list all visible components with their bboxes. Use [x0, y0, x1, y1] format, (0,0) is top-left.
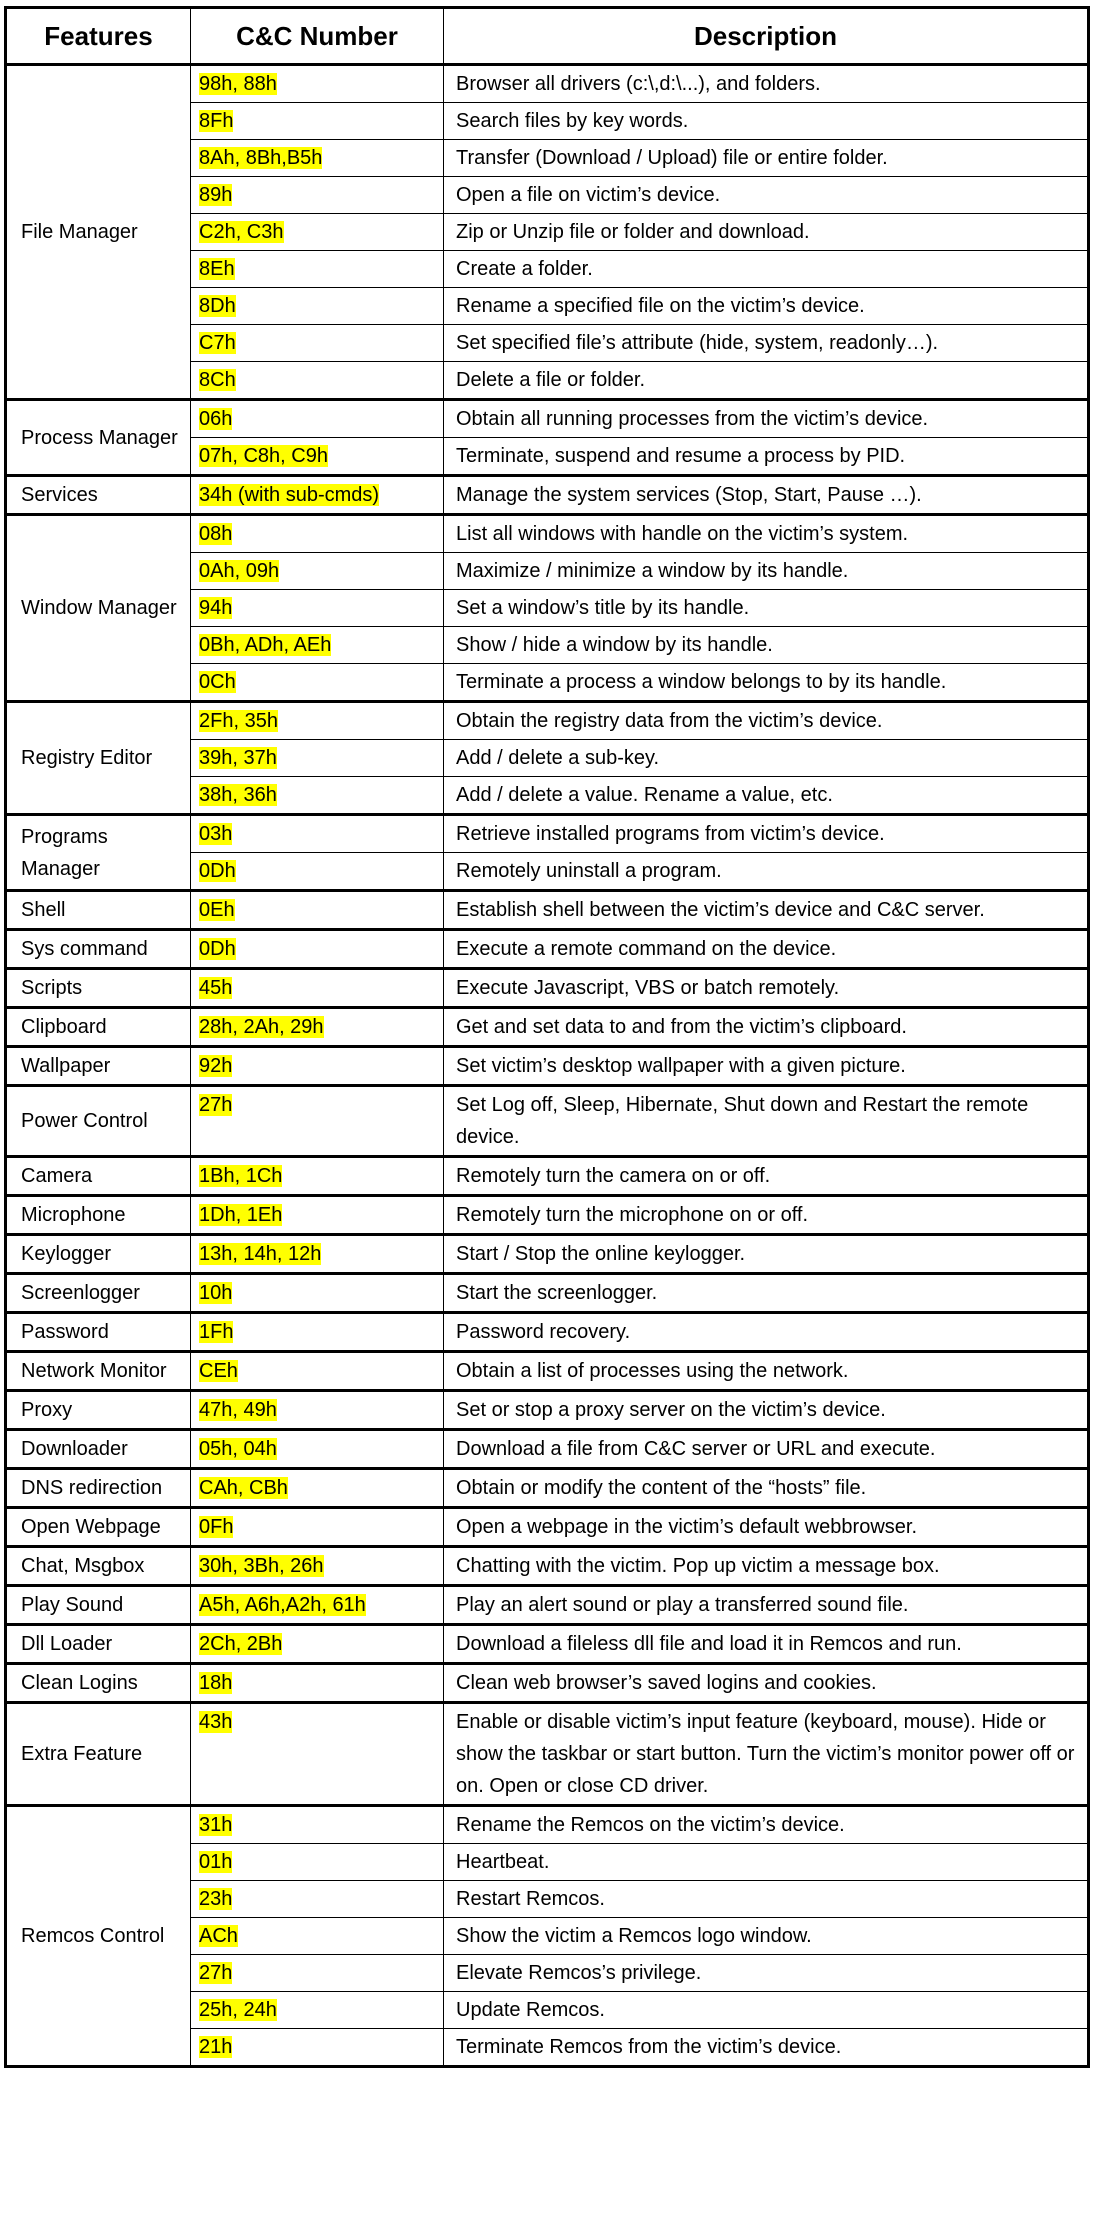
table-row [6, 1391, 1089, 1430]
feature-cell: Chat, Msgbox [6, 1547, 191, 1586]
table-row [6, 1313, 1089, 1352]
cc-number-cell [191, 1157, 444, 1196]
description-cell: Set Log off, Sleep, Hibernate, Shut down and Restart the remote device. [444, 1086, 1089, 1157]
cc-number-highlight: 8Eh [199, 258, 235, 280]
table-row [6, 65, 1089, 103]
cc-number-cell [191, 702, 444, 740]
cc-number-highlight: 1Bh, 1Ch [199, 1165, 283, 1187]
cc-number-highlight: 8Ch [199, 369, 236, 391]
cc-number-cell [191, 1508, 444, 1547]
description-cell: Remotely turn the camera on or off. [444, 1157, 1089, 1196]
description-cell: Maximize / minimize a window by its handle. [444, 553, 1089, 590]
cc-number-highlight: 25h, 24h [199, 1999, 277, 2021]
description-cell: Obtain a list of processes using the network. [444, 1352, 1089, 1391]
cc-number-cell [191, 777, 444, 815]
cc-number-highlight: C2h, C3h [199, 221, 284, 243]
cc-number-cell [191, 325, 444, 362]
cc-number-highlight: 8Dh [199, 295, 236, 317]
cc-number-highlight: 1Fh [199, 1321, 234, 1343]
cc-number-cell [191, 1008, 444, 1047]
header-cc-number: C&C Number [191, 8, 444, 65]
cc-commands-table [4, 6, 1090, 2068]
description-cell: Restart Remcos. [444, 1881, 1089, 1918]
cc-number-highlight: 31h [199, 1814, 233, 1836]
cc-number-cell [191, 590, 444, 627]
header-description: Description [444, 8, 1089, 65]
cc-number-cell [191, 1844, 444, 1881]
cc-number-cell [191, 1881, 444, 1918]
cc-number-highlight: 01h [199, 1851, 233, 1873]
feature-cell: Camera [6, 1157, 191, 1196]
cc-number-highlight: 13h, 14h, 12h [199, 1243, 322, 1265]
feature-cell: Remcos Control [6, 1806, 191, 2067]
table-row [6, 1196, 1089, 1235]
cc-number-highlight: 45h [199, 977, 233, 999]
table-row [6, 1430, 1089, 1469]
cc-number-highlight: 0Dh [199, 938, 236, 960]
description-cell: Download a file from C&C server or URL and execute. [444, 1430, 1089, 1469]
table-row [6, 515, 1089, 553]
table-row [6, 1047, 1089, 1086]
cc-number-cell [191, 1391, 444, 1430]
table-row [6, 1235, 1089, 1274]
cc-number-cell [191, 251, 444, 288]
feature-cell: Power Control [6, 1086, 191, 1157]
feature-cell: Downloader [6, 1430, 191, 1469]
description-cell: Retrieve installed programs from victim’s device. [444, 815, 1089, 853]
feature-cell: Microphone [6, 1196, 191, 1235]
description-cell: Terminate a process a window belongs to by its handle. [444, 664, 1089, 702]
feature-cell: Network Monitor [6, 1352, 191, 1391]
cc-number-highlight: 8Fh [199, 110, 234, 132]
cc-number-highlight: 47h, 49h [199, 1399, 277, 1421]
cc-number-cell [191, 969, 444, 1008]
cc-number-cell [191, 553, 444, 590]
cc-number-cell [191, 1625, 444, 1664]
description-cell: Transfer (Download / Upload) file or entire folder. [444, 140, 1089, 177]
cc-number-highlight: CAh, CBh [199, 1477, 288, 1499]
cc-number-cell [191, 1196, 444, 1235]
cc-number-highlight: 8Ah, 8Bh,B5h [199, 147, 323, 169]
cc-number-highlight: 23h [199, 1888, 233, 1910]
feature-cell: Clipboard [6, 1008, 191, 1047]
cc-number-cell [191, 103, 444, 140]
description-cell: Obtain all running processes from the victim’s device. [444, 400, 1089, 438]
feature-cell: Window Manager [6, 515, 191, 702]
feature-cell: File Manager [6, 65, 191, 400]
description-cell: Enable or disable victim’s input feature (keyboard, mouse). Hide or show the taskbar or start button. Turn the victim’s monitor power off or on. Open or close CD driver. [444, 1703, 1089, 1806]
table-body [6, 65, 1089, 2067]
cc-number-highlight: ACh [199, 1925, 238, 1947]
description-cell: Execute Javascript, VBS or batch remotely. [444, 969, 1089, 1008]
cc-number-cell [191, 930, 444, 969]
table-row [6, 1086, 1089, 1157]
cc-number-highlight: 0Eh [199, 899, 235, 921]
cc-number-highlight: CEh [199, 1360, 238, 1382]
feature-cell: Clean Logins [6, 1664, 191, 1703]
description-cell: Show the victim a Remcos logo window. [444, 1918, 1089, 1955]
cc-number-cell [191, 1664, 444, 1703]
cc-number-cell [191, 65, 444, 103]
description-cell: Remotely uninstall a program. [444, 853, 1089, 891]
cc-number-cell [191, 140, 444, 177]
feature-cell: Scripts [6, 969, 191, 1008]
description-cell: Set a window’s title by its handle. [444, 590, 1089, 627]
cc-number-cell [191, 1469, 444, 1508]
cc-number-highlight: 2Ch, 2Bh [199, 1633, 283, 1655]
description-cell: Rename a specified file on the victim’s device. [444, 288, 1089, 325]
cc-number-highlight: 30h, 3Bh, 26h [199, 1555, 324, 1577]
feature-cell: Extra Feature [6, 1703, 191, 1806]
cc-number-cell [191, 515, 444, 553]
cc-number-highlight: 38h, 36h [199, 784, 277, 806]
cc-number-cell [191, 740, 444, 777]
table-row [6, 1586, 1089, 1625]
description-cell: Play an alert sound or play a transferred sound file. [444, 1586, 1089, 1625]
table-row [6, 1664, 1089, 1703]
feature-cell: Sys command [6, 930, 191, 969]
table-row [6, 400, 1089, 438]
description-cell: Set specified file’s attribute (hide, system, readonly…). [444, 325, 1089, 362]
cc-number-highlight: 94h [199, 597, 233, 619]
cc-number-cell [191, 891, 444, 930]
description-cell: Show / hide a window by its handle. [444, 627, 1089, 664]
feature-cell: Registry Editor [6, 702, 191, 815]
cc-number-cell [191, 1086, 444, 1157]
description-cell: Browser all drivers (c:\,d:\...), and folders. [444, 65, 1089, 103]
table-row [6, 1703, 1089, 1806]
description-cell: Start / Stop the online keylogger. [444, 1235, 1089, 1274]
header-features: Features [6, 8, 191, 65]
description-cell: Establish shell between the victim’s device and C&C server. [444, 891, 1089, 930]
feature-cell: Keylogger [6, 1235, 191, 1274]
feature-cell: Password [6, 1313, 191, 1352]
description-cell: Start the screenlogger. [444, 1274, 1089, 1313]
description-cell: Heartbeat. [444, 1844, 1089, 1881]
table-row [6, 1352, 1089, 1391]
table-row [6, 1806, 1089, 1844]
cc-number-highlight: 05h, 04h [199, 1438, 277, 1460]
cc-number-cell [191, 1313, 444, 1352]
cc-number-cell [191, 1274, 444, 1313]
table-row [6, 476, 1089, 515]
header-row [6, 8, 1089, 65]
description-cell: Add / delete a sub-key. [444, 740, 1089, 777]
feature-cell: Services [6, 476, 191, 515]
feature-cell: Dll Loader [6, 1625, 191, 1664]
cc-number-highlight: 21h [199, 2036, 233, 2058]
cc-number-cell [191, 2029, 444, 2067]
cc-number-highlight: 0Dh [199, 860, 236, 882]
table-row [6, 815, 1089, 853]
cc-number-cell [191, 1955, 444, 1992]
cc-number-cell [191, 1806, 444, 1844]
description-cell: Obtain the registry data from the victim’s device. [444, 702, 1089, 740]
cc-number-highlight: 03h [199, 823, 233, 845]
cc-number-highlight: 92h [199, 1055, 233, 1077]
feature-cell: Screenlogger [6, 1274, 191, 1313]
description-cell: Update Remcos. [444, 1992, 1089, 2029]
cc-number-highlight: C7h [199, 332, 236, 354]
cc-number-highlight: 27h [199, 1094, 233, 1116]
cc-number-cell [191, 664, 444, 702]
cc-number-highlight: 10h [199, 1282, 233, 1304]
cc-number-cell [191, 214, 444, 251]
description-cell: Password recovery. [444, 1313, 1089, 1352]
description-cell: Elevate Remcos’s privilege. [444, 1955, 1089, 1992]
description-cell: Manage the system services (Stop, Start, Pause …). [444, 476, 1089, 515]
table-row [6, 1625, 1089, 1664]
description-cell: List all windows with handle on the victim’s system. [444, 515, 1089, 553]
table-row [6, 891, 1089, 930]
cc-number-highlight: 98h, 88h [199, 73, 277, 95]
description-cell: Rename the Remcos on the victim’s device. [444, 1806, 1089, 1844]
cc-number-cell [191, 1992, 444, 2029]
cc-number-highlight: 0Bh, ADh, AEh [199, 634, 332, 656]
description-cell: Search files by key words. [444, 103, 1089, 140]
cc-number-cell [191, 1430, 444, 1469]
feature-cell: Programs Manager [6, 815, 191, 891]
description-cell: Set victim’s desktop wallpaper with a given picture. [444, 1047, 1089, 1086]
cc-number-highlight: 08h [199, 523, 233, 545]
table-row [6, 1469, 1089, 1508]
cc-number-cell [191, 853, 444, 891]
cc-number-highlight: 28h, 2Ah, 29h [199, 1016, 324, 1038]
cc-number-cell [191, 362, 444, 400]
cc-number-cell [191, 288, 444, 325]
cc-number-cell [191, 1703, 444, 1806]
description-cell: Terminate Remcos from the victim’s device. [444, 2029, 1089, 2067]
feature-cell: DNS redirection [6, 1469, 191, 1508]
table-row [6, 1157, 1089, 1196]
table-row [6, 1508, 1089, 1547]
cc-number-highlight: 43h [199, 1711, 233, 1733]
cc-number-highlight: 06h [199, 408, 233, 430]
cc-number-highlight: 2Fh, 35h [199, 710, 278, 732]
description-cell: Delete a file or folder. [444, 362, 1089, 400]
cc-number-cell [191, 1235, 444, 1274]
cc-number-highlight: 0Ch [199, 671, 236, 693]
description-cell: Obtain or modify the content of the “hosts” file. [444, 1469, 1089, 1508]
cc-number-cell [191, 1352, 444, 1391]
cc-number-cell [191, 400, 444, 438]
feature-cell: Wallpaper [6, 1047, 191, 1086]
cc-number-cell [191, 1918, 444, 1955]
feature-cell: Shell [6, 891, 191, 930]
cc-number-highlight: 18h [199, 1672, 233, 1694]
description-cell: Open a file on victim’s device. [444, 177, 1089, 214]
description-cell: Remotely turn the microphone on or off. [444, 1196, 1089, 1235]
cc-number-cell [191, 177, 444, 214]
table-row [6, 1547, 1089, 1586]
description-cell: Execute a remote command on the device. [444, 930, 1089, 969]
description-cell: Zip or Unzip file or folder and download. [444, 214, 1089, 251]
description-cell: Create a folder. [444, 251, 1089, 288]
feature-cell: Proxy [6, 1391, 191, 1430]
cc-number-cell [191, 627, 444, 664]
table-row [6, 930, 1089, 969]
cc-number-highlight: 34h (with sub-cmds) [199, 484, 380, 506]
description-cell: Terminate, suspend and resume a process by PID. [444, 438, 1089, 476]
cc-number-cell [191, 476, 444, 515]
table-row [6, 969, 1089, 1008]
cc-number-highlight: 0Fh [199, 1516, 234, 1538]
description-cell: Chatting with the victim. Pop up victim a message box. [444, 1547, 1089, 1586]
cc-number-cell [191, 1547, 444, 1586]
feature-cell: Open Webpage [6, 1508, 191, 1547]
cc-number-cell [191, 438, 444, 476]
cc-number-highlight: 0Ah, 09h [199, 560, 280, 582]
description-cell: Download a fileless dll file and load it in Remcos and run. [444, 1625, 1089, 1664]
cc-number-cell [191, 1047, 444, 1086]
cc-number-highlight: 07h, C8h, C9h [199, 445, 328, 467]
description-cell: Set or stop a proxy server on the victim’s device. [444, 1391, 1089, 1430]
feature-cell: Process Manager [6, 400, 191, 476]
cc-number-cell [191, 815, 444, 853]
table-row [6, 702, 1089, 740]
description-cell: Open a webpage in the victim’s default webbrowser. [444, 1508, 1089, 1547]
feature-cell: Play Sound [6, 1586, 191, 1625]
table-row [6, 1008, 1089, 1047]
description-cell: Add / delete a value. Rename a value, etc. [444, 777, 1089, 815]
description-cell: Get and set data to and from the victim’s clipboard. [444, 1008, 1089, 1047]
cc-number-highlight: 89h [199, 184, 233, 206]
cc-number-highlight: 39h, 37h [199, 747, 277, 769]
cc-number-highlight: A5h, A6h,A2h, 61h [199, 1594, 366, 1616]
cc-number-highlight: 1Dh, 1Eh [199, 1204, 283, 1226]
table-row [6, 1274, 1089, 1313]
description-cell: Clean web browser’s saved logins and cookies. [444, 1664, 1089, 1703]
cc-number-cell [191, 1586, 444, 1625]
cc-number-highlight: 27h [199, 1962, 233, 1984]
